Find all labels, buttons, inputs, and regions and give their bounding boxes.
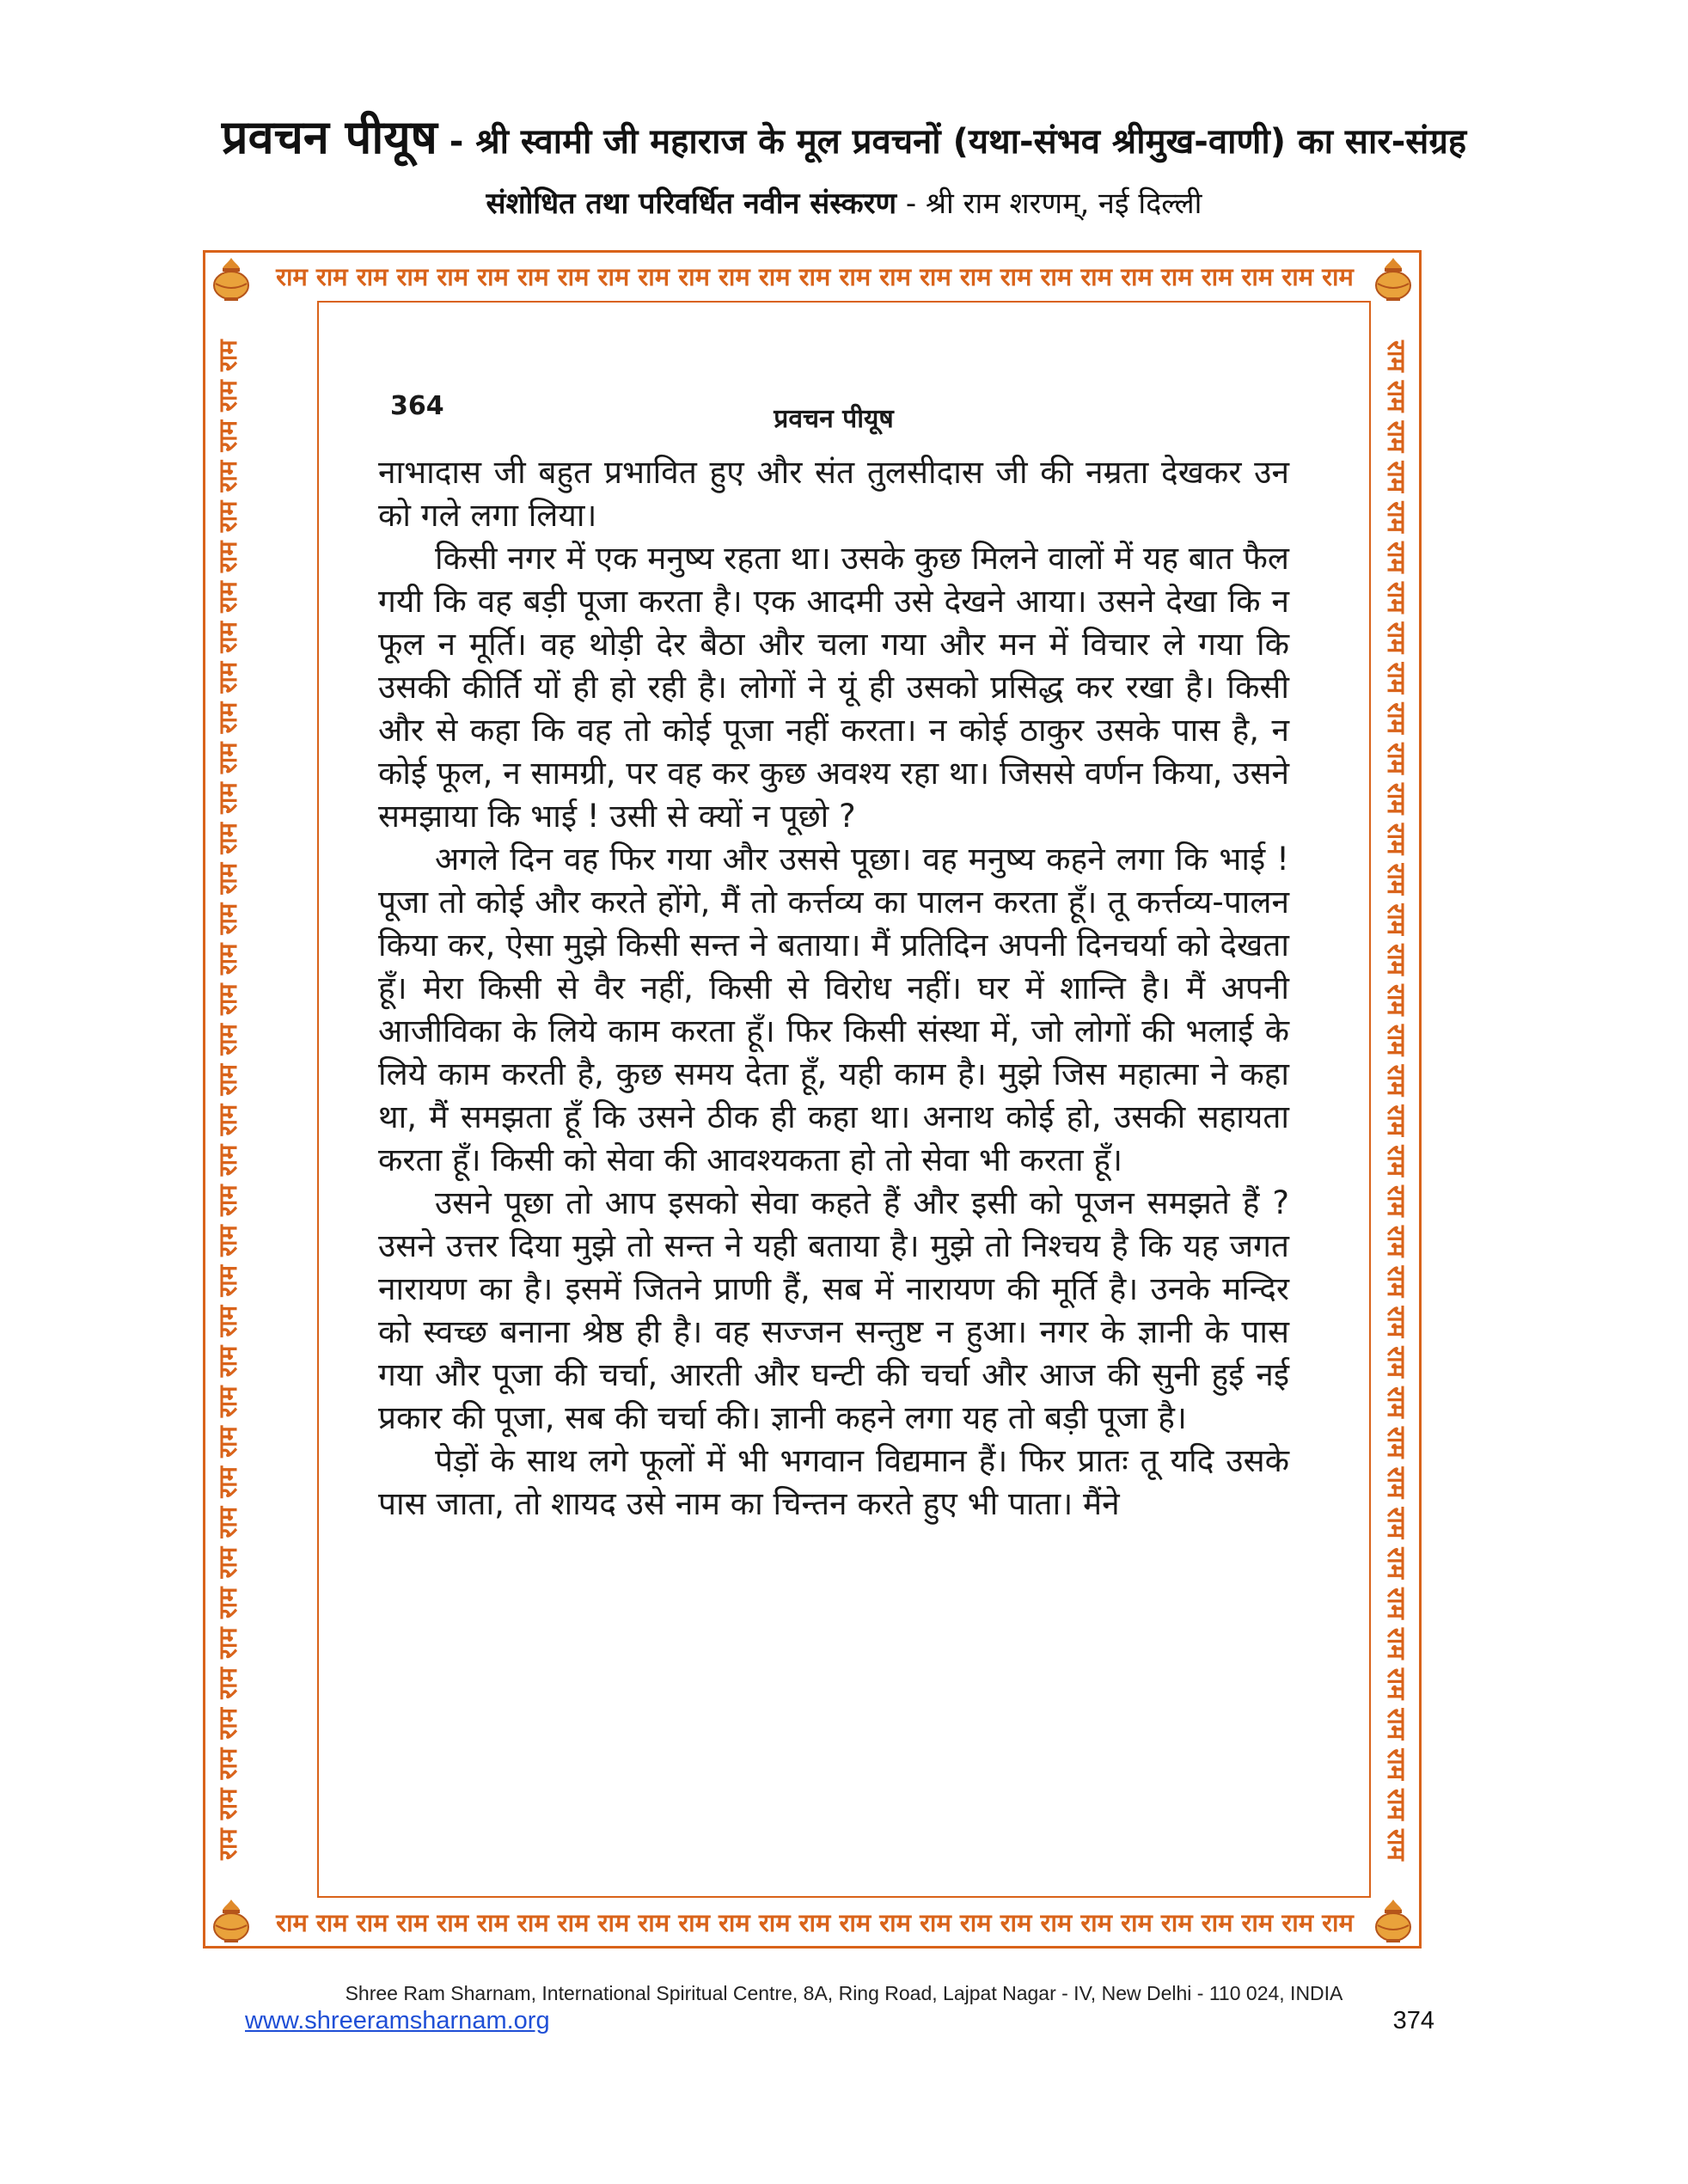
header-title-line — [0, 103, 1688, 167]
website-link[interactable]: www.shreeramsharnam.org — [245, 2007, 550, 2034]
edition-publisher: - श्री राम शरणम्, नई दिल्ली — [896, 187, 1202, 221]
ram-border-bottom: राम राम राम राम राम राम राम राम राम राम राम राम राम राम राम राम राम राम राम राम राम राम राम राम राम राम राम — [276, 1908, 1354, 1937]
header-edition-line — [0, 182, 1688, 222]
paragraph: नाभादास जी बहुत प्रभावित हुए और संत तुलसीदास जी की नम्रता देखकर उन को गले लगा लिया। — [378, 454, 1289, 534]
header-subtitle: - श्री स्वामी जी महाराज के मूल प्रवचनों (यथा-संभव श्रीमुख-वाणी) का सार-संग्रह — [437, 122, 1467, 162]
ram-border-left: राम राम राम राम राम राम राम राम राम राम राम राम राम राम राम राम राम राम राम राम राम राम राम राम राम राम राम राम राम राम राम राम राम राम राम राम राम राम — [213, 340, 242, 1861]
document-header — [0, 103, 1688, 222]
pdf-page-number: 374 — [1392, 2007, 1434, 2034]
book-title: प्रवचन पीयूष — [221, 110, 437, 164]
kalash-icon — [1369, 254, 1417, 303]
kalash-icon — [207, 254, 255, 303]
paragraph: उसने पूछा तो आप इसको सेवा कहते हैं और इसी को पूजन समझते हैं ? उसने उत्तर दिया मुझे तो सन्त ने यही बताया है। मुझे तो निश्चय है कि यह जगत नारायण का है। इसमें जितने प्राणी हैं, सब में नारायण की मूर्ति है। उनके मन्दिर को स्वच्छ बनाना श्रेष्ठ ही है। वह सज्जन सन्तुष्ट न हुआ। नगर के ज्ञानी के पास गया और पूजा की चर्चा, आरती और घन्टी की चर्चा और आज की सुनी हुई नई प्रकार की पूजा, सब की चर्चा की। ज्ञानी कहने लगा यह तो बड़ी पूजा है। — [378, 1184, 1289, 1436]
paragraph: किसी नगर में एक मनुष्य रहता था। उसके कुछ मिलने वालों में यह बात फैल गयी कि वह बड़ी पूजा करता है। एक आदमी उसे देखने आया। उसने देखा कि न फूल न मूर्ति। वह थोड़ी देर बैठा और चला गया और मन में विचार ले गया कि उसकी कीर्ति यों ही हो रही है। लोगों ने यूं ही उसको प्रसिद्ध कर रखा है। किसी और से कहा कि वह तो कोई पूजा नहीं करता। न कोई ठाकुर उसके पास है, न कोई फूल, न सामग्री, पर वह कर कुछ अवश्य रहा था। जिससे वर्णन किया, उसने समझाया कि भाई ! उसी से क्यों न पूछो ? — [378, 540, 1289, 835]
running-head: प्रवचन पीयूष — [774, 404, 894, 434]
kalash-icon — [1369, 1896, 1417, 1944]
paragraph: अगले दिन वह फिर गया और उससे पूछा। वह मनुष्य कहने लगा कि भाई ! पूजा तो कोई और करते होंगे, मैं तो कर्त्तव्य का पालन करता हूँ। तू कर्त्तव्य-पालन किया कर, ऐसा मुझे किसी सन्त ने बताया। मैं प्रतिदिन अपनी दिनचर्या को देखता हूँ। मेरा किसी से वैर नहीं, किसी से विरोध नहीं। घर में शान्ति है। मैं अपनी आजीविका के लिये काम करता हूँ। फिर किसी संस्था में, जो लोगों की भलाई के लिये काम करती है, कुछ समय देता हूँ, यही काम है। मुझे जिस महात्मा ने कहा था, मैं समझता हूँ कि उसने ठीक ही कहा था। अनाथ कोई हो, उसकी सहायता करता हूँ। किसी को सेवा की आवश्यकता हो तो सेवा भी करता हूँ। — [378, 841, 1289, 1178]
book-page-number: 364 — [390, 391, 444, 421]
kalash-icon — [207, 1896, 255, 1944]
edition-label: संशोधित तथा परिवर्धित नवीन संस्करण — [486, 187, 897, 221]
ram-border-right: राम राम राम राम राम राम राम राम राम राम राम राम राम राम राम राम राम राम राम राम राम राम राम राम राम राम राम राम राम राम राम राम राम राम राम राम राम राम — [1382, 340, 1411, 1861]
ram-border-top: राम राम राम राम राम राम राम राम राम राम राम राम राम राम राम राम राम राम राम राम राम राम राम राम राम राम राम — [276, 262, 1354, 291]
scan-page-header — [378, 391, 1289, 451]
paragraph: पेड़ों के साथ लगे फूलों में भी भगवान विद्यमान हैं। फिर प्रातः तू यदि उसके पास जाता, तो शायद उसे नाम का चिन्तन करते हुए भी पाता। मैंने — [378, 1442, 1289, 1522]
footer-address: Shree Ram Sharnam, International Spiritual Centre, 8A, Ring Road, Lajpat Nagar - IV, New Delhi - 110 024, INDIA — [345, 1982, 1343, 2004]
scanned-book-page — [378, 391, 1289, 1526]
